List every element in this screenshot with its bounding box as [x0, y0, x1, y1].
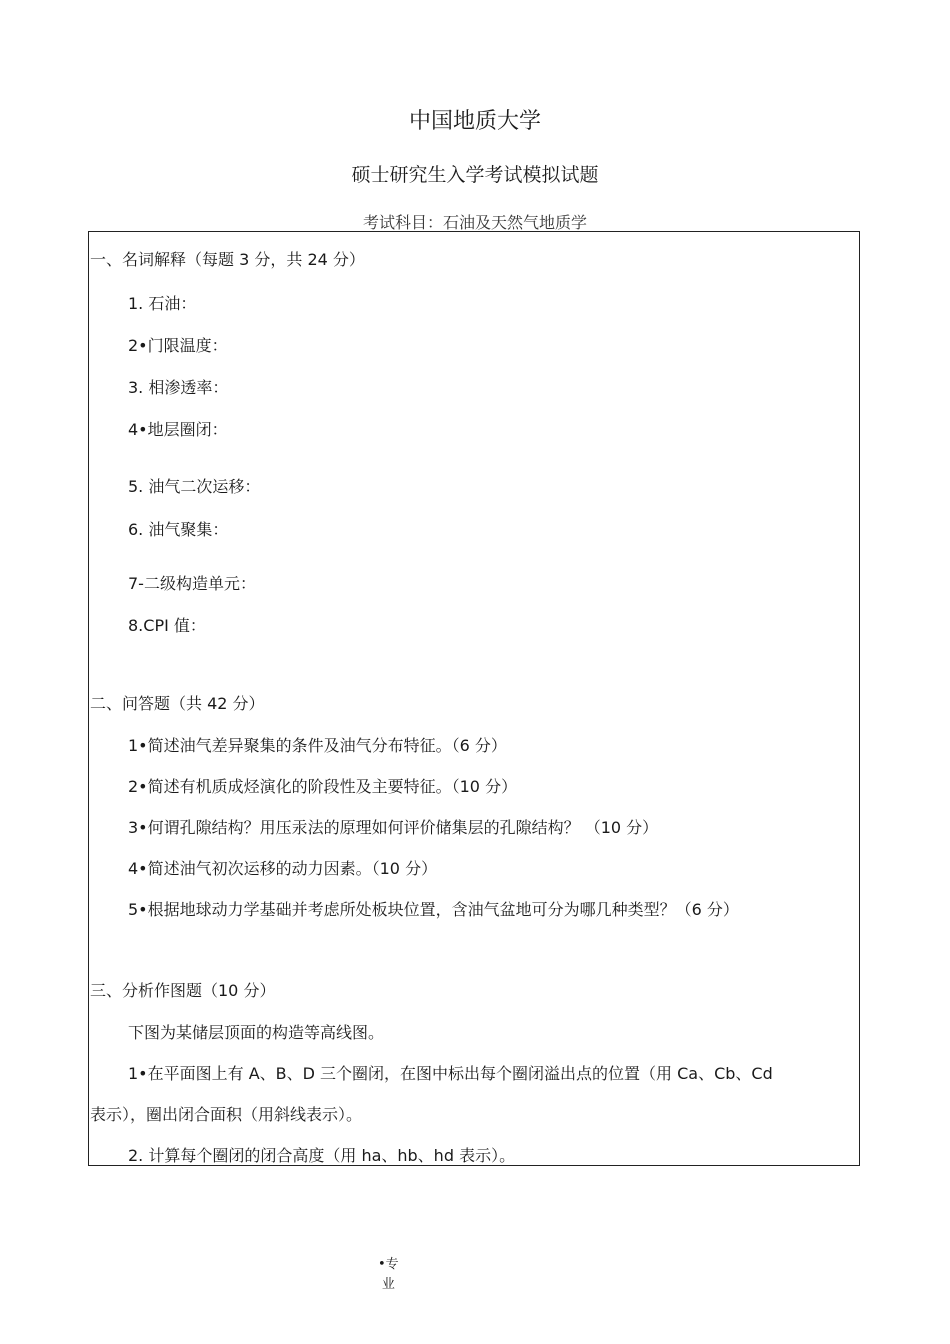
footer-line-1: •专 — [378, 1257, 399, 1272]
section1-item-7: 7-二级构造单元： — [128, 574, 256, 593]
section3-item-1-line-2: 表示），圈出闭合面积（用斜线表示）。 — [90, 1105, 363, 1124]
section1-item-8: 8.CPI 值： — [128, 616, 206, 635]
section1-item-5: 5. 油气二次运移： — [128, 477, 261, 496]
section3-intro: 下图为某储层顶面的构造等高线图。 — [128, 1023, 385, 1042]
section2-item-3: 3•何谓孔隙结构？用压汞法的原理如何评价储集层的孔隙结构？ （10 分） — [128, 818, 659, 837]
section1-heading: 一、名词解释（每题 3 分，共 24 分） — [90, 250, 365, 269]
section1-item-2: 2•门限温度： — [128, 336, 228, 355]
section2-item-5: 5•根据地球动力学基础并考虑所处板块位置，含油气盆地可分为哪几种类型？（6 分） — [128, 900, 739, 919]
section1-item-6: 6. 油气聚集： — [128, 520, 229, 539]
footer-line-2: 业 — [381, 1277, 395, 1292]
section3-heading: 三、分析作图题（10 分） — [90, 981, 276, 1000]
section1-item-1: 1. 石油： — [128, 294, 197, 313]
section1-item-4: 4•地层圈闭： — [128, 420, 228, 439]
section2-item-4: 4•简述油气初次运移的动力因素。（10 分） — [128, 859, 438, 878]
section2-item-1: 1•简述油气差异聚集的条件及油气分布特征。（6 分） — [128, 736, 507, 755]
section2-item-2: 2•简述有机质成烃演化的阶段性及主要特征。（10 分） — [128, 777, 518, 796]
university-title: 中国地质大学 — [408, 109, 541, 134]
section2-heading: 二、问答题（共 42 分） — [90, 694, 265, 713]
page-footer — [378, 1255, 399, 1295]
section1-item-3: 3. 相渗透率： — [128, 378, 229, 397]
section3-item-1-line-1: 1•在平面图上有 A、B、D 三个圈闭，在图中标出每个圈闭溢出点的位置（用 Ca、Cb、Cd — [128, 1064, 773, 1083]
exam-subject: 考试科目：石油及天然气地质学 — [362, 213, 587, 232]
exam-title: 硕士研究生入学考试模拟试题 — [351, 164, 599, 186]
section3-item-2: 2. 计算每个圈闭的闭合高度（用 ha、hb、hd 表示）。 — [128, 1146, 516, 1165]
